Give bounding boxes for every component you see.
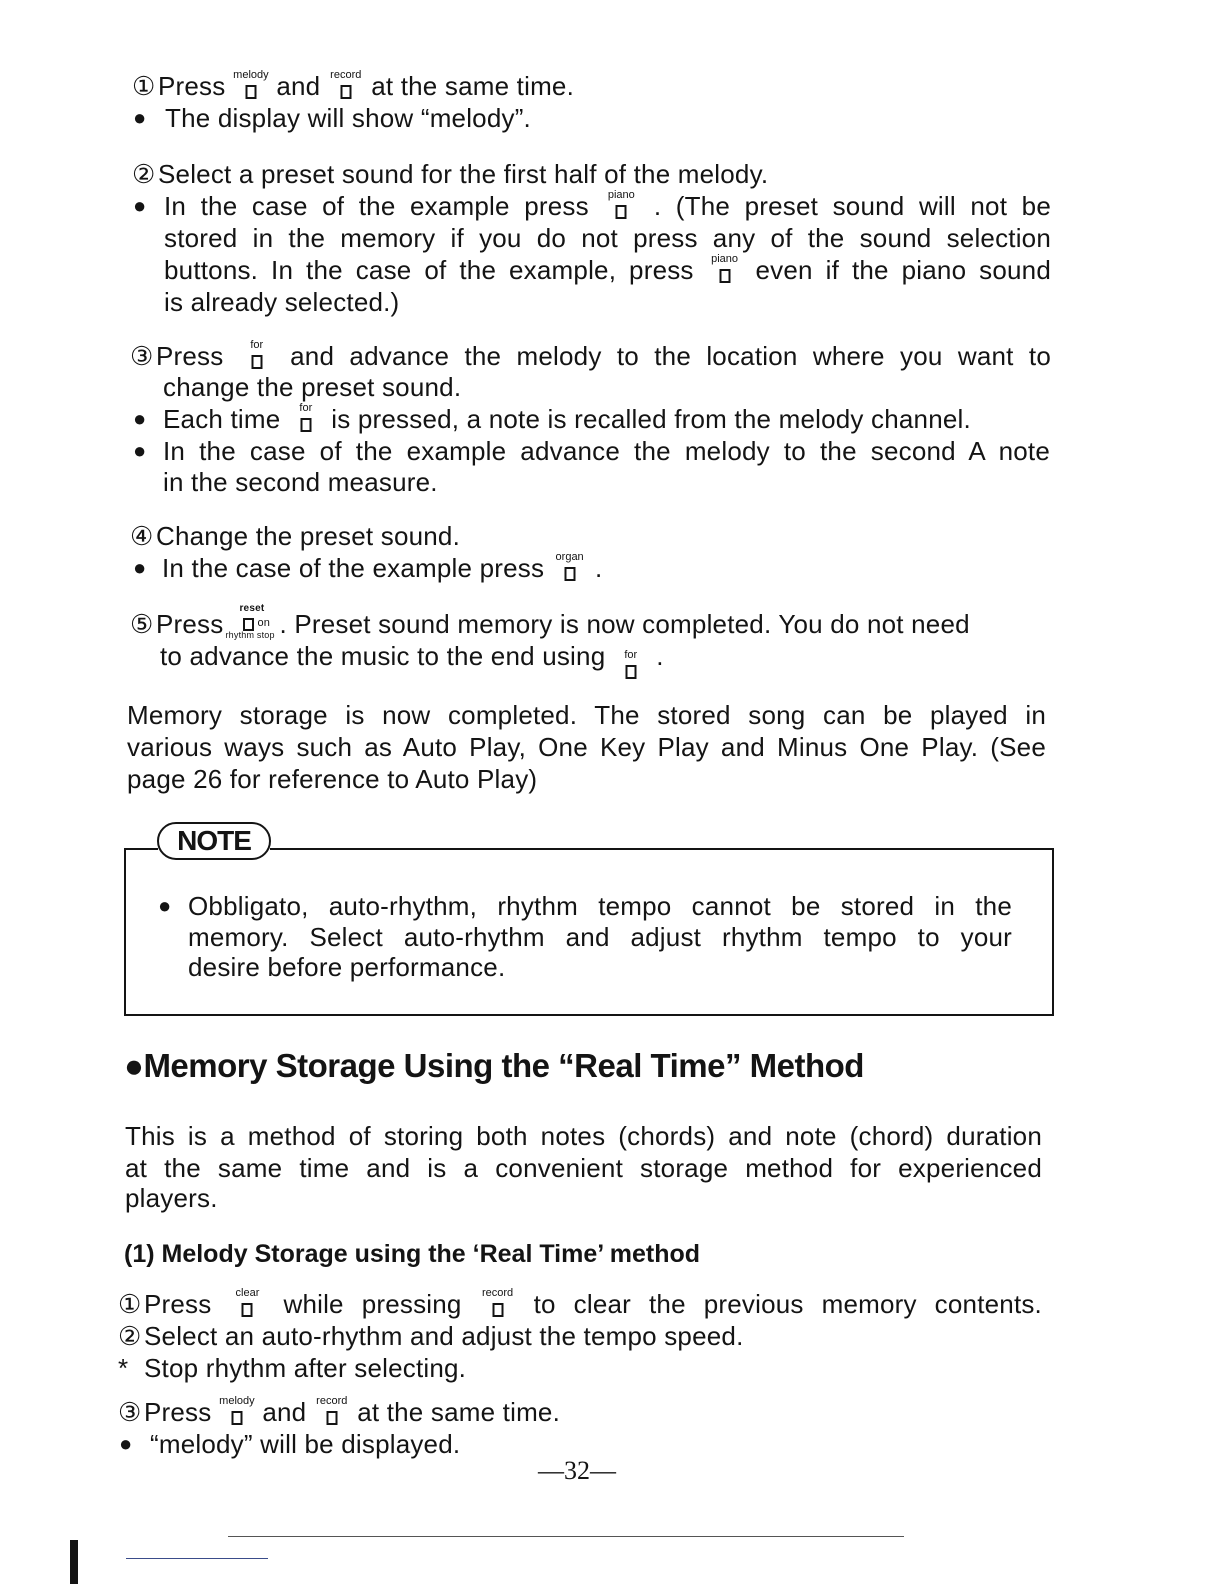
step-b3: ③Press melody and record at the same time. xyxy=(118,1395,561,1427)
step-a2-bullet-line2: stored in the memory if you do not press any of the sound selection xyxy=(164,223,1051,253)
step-number: ③ xyxy=(130,341,154,371)
paragraph2-line3: players. xyxy=(125,1183,218,1213)
note-line2: memory. Select auto-rhythm and adjust rhythm tempo to your xyxy=(188,922,1012,952)
melody-key-icon: melody xyxy=(222,1400,252,1428)
step-number: ③ xyxy=(118,1397,142,1427)
heading-bullet-icon: ● xyxy=(124,1047,144,1084)
clear-key-icon: clear xyxy=(232,1292,262,1320)
step-a3-line2: change the preset sound. xyxy=(163,372,462,402)
step-number: ② xyxy=(132,159,156,189)
bullet-icon: ● xyxy=(133,105,147,130)
step-number: ① xyxy=(132,71,156,101)
bullet-icon: ● xyxy=(133,555,147,580)
organ-key-icon: organ xyxy=(555,556,585,584)
step-b2-star: * Stop rhythm after selecting. xyxy=(118,1353,467,1383)
step-a2-bullet-line1: In the case of the example press piano . (The preset sound will not be xyxy=(164,189,1051,221)
note-box-top-left xyxy=(124,848,158,850)
record-key-icon: record xyxy=(317,1400,347,1428)
step-a1: ①Press melody and record at the same time. xyxy=(132,69,575,101)
melody-key-icon: melody xyxy=(236,74,266,102)
step-a5-line2: to advance the music to the end using for . xyxy=(160,640,664,672)
note-line3: desire before performance. xyxy=(188,952,506,982)
record-key-icon: record xyxy=(331,74,361,102)
step-b3-bullet: “melody” will be displayed. xyxy=(150,1429,461,1459)
step-b2: ②Select an auto-rhythm and adjust the tempo speed. xyxy=(118,1321,744,1351)
forward-key-icon: for xyxy=(616,654,646,682)
step-number: ④ xyxy=(130,521,154,551)
step-a3-bullet1: Each time for is pressed, a note is recalled from the melody channel. xyxy=(163,402,971,434)
bullet-icon: ● xyxy=(133,438,147,463)
paragraph1-line2: various ways such as Auto Play, One Key Play and Minus One Play. (See xyxy=(127,732,1046,762)
step-a3-bullet2-line2: in the second measure. xyxy=(163,467,438,497)
step-number: ⑤ xyxy=(130,609,154,639)
bullet-icon: ● xyxy=(133,406,147,431)
note-line1: Obbligato, auto-rhythm, rhythm tempo cannot be stored in the xyxy=(188,891,1012,921)
forward-key-icon: for xyxy=(291,407,321,435)
forward-key-icon: for xyxy=(242,344,272,372)
reset-rhythm-stop-key-icon: reset on rhythm stop xyxy=(225,603,275,640)
corner-mark xyxy=(70,1540,78,1584)
bullet-icon: ● xyxy=(133,193,147,218)
step-number: ② xyxy=(118,1321,142,1351)
step-a4: ④Change the preset sound. xyxy=(130,521,461,551)
bullet-icon: ● xyxy=(158,893,172,918)
note-label: NOTE xyxy=(157,822,271,860)
step-a2: ②Select a preset sound for the first half of the melody. xyxy=(132,159,769,189)
paragraph2-line1: This is a method of storing both notes (chords) and note (chord) duration xyxy=(125,1121,1042,1151)
step-number: ① xyxy=(118,1289,142,1319)
page-number: —32— xyxy=(538,1456,616,1485)
piano-key-icon: piano xyxy=(606,194,636,222)
bullet-icon: ● xyxy=(119,1431,133,1456)
paragraph1-line1: Memory storage is now completed. The stored song can be played in xyxy=(127,700,1046,730)
note-box-top-right xyxy=(270,848,1054,850)
bottom-short-rule xyxy=(126,1558,268,1559)
step-a5: ⑤Press reset on rhythm stop . Preset sound memory is now completed. You do not need xyxy=(130,603,970,640)
paragraph1-line3: page 26 for reference to Auto Play) xyxy=(127,764,538,794)
bottom-rule xyxy=(228,1536,904,1537)
paragraph2-line2: at the same time and is a convenient storage method for experienced xyxy=(125,1153,1042,1183)
step-a1-bullet: The display will show “melody”. xyxy=(165,103,531,133)
step-a2-bullet-line4: is already selected.) xyxy=(164,287,400,317)
step-a2-bullet-line3: buttons. In the case of the example, press piano even if the piano sound xyxy=(164,253,1051,285)
step-b1: ①Press clear while pressing record to clear the previous memory contents. xyxy=(118,1287,1042,1319)
piano-key-icon: piano xyxy=(710,258,740,286)
step-a4-bullet: In the case of the example press organ . xyxy=(162,551,603,583)
step-a3-bullet2-line1: In the case of the example advance the melody to the second A note xyxy=(163,436,1050,466)
subheading: (1) Melody Storage using the ‘Real Time’ method xyxy=(124,1240,701,1268)
record-key-icon: record xyxy=(483,1292,513,1320)
step-a3: ③Press for and advance the melody to the location where you want to xyxy=(130,339,1051,371)
section-heading: ●Memory Storage Using the “Real Time” Method xyxy=(124,1047,864,1084)
